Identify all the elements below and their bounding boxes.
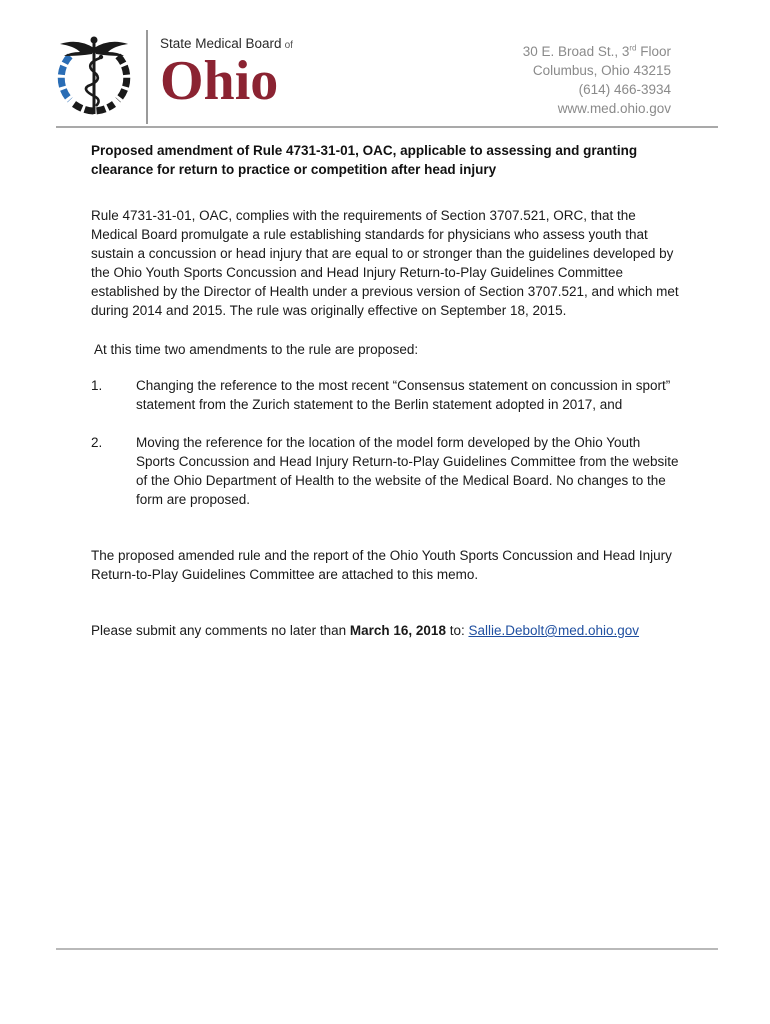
list-item-1: Changing the reference to the most recent “Consensus statement on concussion in sport” statement from the Zurich statement to the Berlin statement adopted in 2017, and xyxy=(136,378,671,412)
letterhead-divider xyxy=(146,30,148,124)
address-website: www.med.ohio.gov xyxy=(557,101,671,116)
caduceus-icon xyxy=(56,34,132,118)
footer-rule xyxy=(56,948,718,950)
deadline-date: March 16, 2018 xyxy=(349,623,446,638)
body-paragraph-4: Please submit any comments no later than March 16, 2018 to: Sallie.Debolt@med.ohio.gov xyxy=(91,623,640,638)
address-phone: (614) 466-3934 xyxy=(578,82,671,97)
body-paragraph-2: At this time two amendments to the rule are proposed: xyxy=(94,342,419,357)
board-name-text: State Medical Board xyxy=(160,36,282,51)
board-ohio-wordmark: Ohio xyxy=(160,50,279,112)
board-address xyxy=(523,42,671,118)
address-street: 30 E. Broad St., 3rd Floor xyxy=(522,43,671,59)
list-number-1: 1. xyxy=(91,378,103,393)
board-logo xyxy=(160,36,293,112)
address-city: Columbus, Ohio 43215 xyxy=(532,63,671,78)
board-name xyxy=(160,36,293,51)
list-number-2: 2. xyxy=(91,435,103,450)
header-rule xyxy=(56,126,718,128)
board-name-of: of xyxy=(284,40,293,51)
memo-title: Proposed amendment of Rule 4731-31-01, OAC, applicable to assessing and granting clearance for return to practice or competition after head injury xyxy=(91,143,638,177)
list-item-2: Moving the reference for the location of the model form developed by the Ohio Youth Sports Concussion and Head Injury Return-to-Play Guidelines Committee from the website of the Ohio Department of Health to the website of the Medical Board. No changes to the form are proposed. xyxy=(136,435,679,507)
body-paragraph-3: The proposed amended rule and the report of the Ohio Youth Sports Concussion and Head Injury Return-to-Play Guidelines Committee are attached to this memo. xyxy=(91,548,672,582)
body-paragraph-1: Rule 4731-31-01, OAC, complies with the requirements of Section 3707.521, ORC, that the Medical Board promulgate a rule establishing standards for physicians who assess youth that sustain a concussion or head injury that are equal to or stronger than the guidelines developed by the Ohio Youth Sports Concussion and Head Injury Return-to-Play Guidelines Committee established by the Director of Health under a previous version of Section 3707.521, and which met during 2014 and 2015. The rule was originally effective on September 18, 2015. xyxy=(91,208,679,318)
email-link[interactable]: Sallie.Debolt@med.ohio.gov xyxy=(468,623,640,638)
